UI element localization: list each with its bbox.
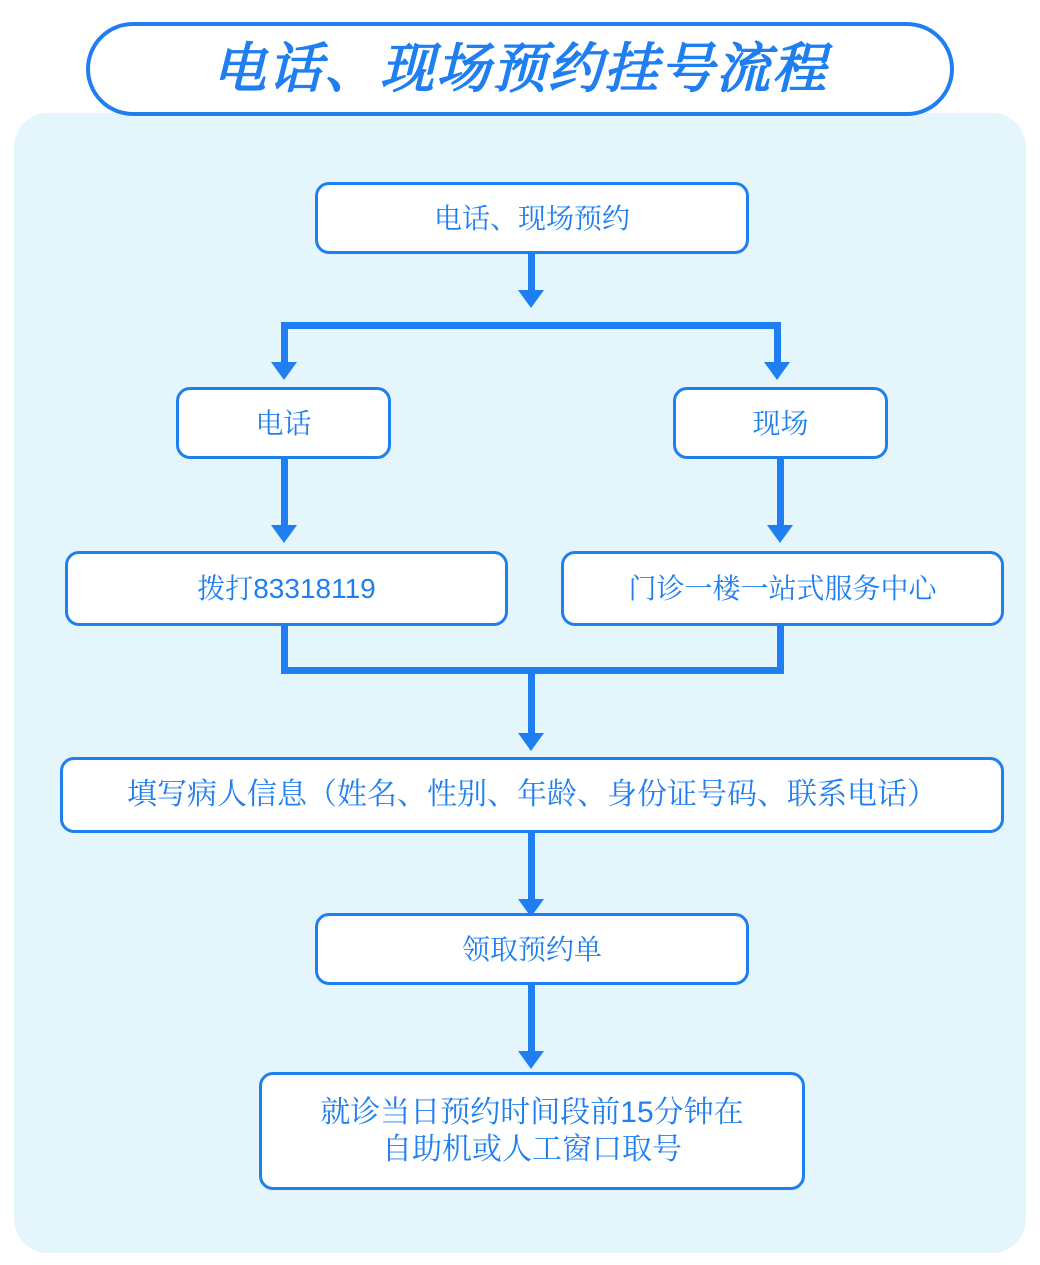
node-pickup-instruction-line1: 就诊当日预约时间段前15分钟在 [320,1095,744,1129]
arrow-split-right [764,362,790,380]
node-start-label: 电话、现场预约 [433,202,630,234]
connector-split-bar [281,322,781,329]
page-title: 电话、现场预约挂号流程 [212,37,828,100]
arrow-slip-to-final [518,1051,544,1069]
node-pickup-instruction [259,1072,805,1190]
connector-phone-to-dial [281,459,288,531]
connector-form-to-slip [528,833,535,905]
node-branch-onsite [673,387,888,459]
node-branch-phone [176,387,391,459]
node-start [315,182,749,254]
node-get-appointment-slip-label: 领取预约单 [461,933,602,965]
node-fill-patient-info [60,757,1004,833]
arrow-start-to-split [518,290,544,308]
connector-merge-to-form [528,667,535,739]
arrow-phone-to-dial [271,525,297,543]
connector-onsite-to-center [777,459,784,531]
connector-slip-to-final [528,985,535,1057]
arrow-split-left [271,362,297,380]
node-fill-patient-info-label: 填写病人信息（姓名、性别、年龄、身份证号码、联系电话） [127,778,937,812]
arrow-onsite-to-center [767,525,793,543]
node-branch-phone-label: 电话 [255,407,312,439]
arrow-merge-to-form [518,733,544,751]
title-capsule [86,22,954,116]
node-service-center-label: 门诊一楼一站式服务中心 [628,573,937,604]
node-get-appointment-slip [315,913,749,985]
node-branch-onsite-label: 现场 [752,407,809,439]
node-dial-number-label: 拨打83318119 [197,573,376,604]
node-service-center [561,551,1004,626]
node-dial-number [65,551,508,626]
node-pickup-instruction-line2: 自助机或人工窗口取号 [382,1133,682,1166]
